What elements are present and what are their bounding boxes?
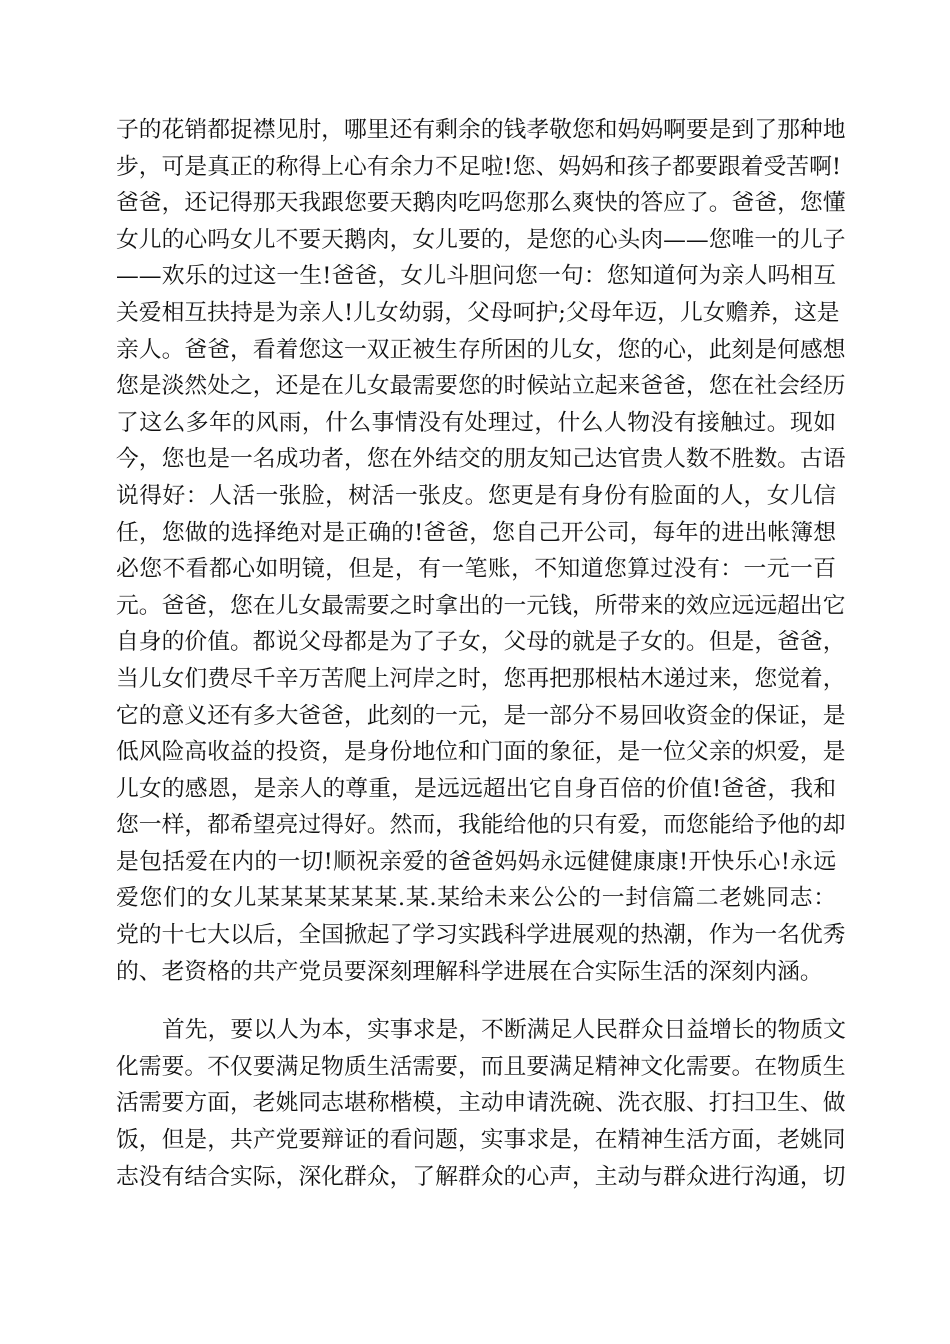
text-line: 当儿女们费尽千辛万苦爬上河岸之时，您再把那根枯木递过来，您觉着， (116, 665, 846, 692)
text-line: 必您不看都心如明镜，但是，有一笔账，不知道您算过没有：一元一百 (116, 556, 836, 583)
text-line: 活需要方面，老姚同志堪称楷模，主动申请洗碗、洗衣服、打扫卫生、做 (116, 1090, 846, 1117)
paragraph-2 (116, 1012, 846, 1195)
text-line: 元。爸爸，您在儿女最需要之时拿出的一元钱，所带来的效应远远超出它 (116, 592, 846, 619)
text-line: 任，您做的选择绝对是正确的!爸爸，您自己开公司，每年的进出帐簿想 (116, 519, 836, 546)
text-line: ——欢乐的过这一生!爸爸，女儿斗胆问您一句：您知道何为亲人吗相互 (116, 263, 836, 290)
text-line: 爱您们的女儿某某某某某某.某.某给未来公公的一封信篇二老姚同志： (116, 885, 836, 912)
paragraph-1 (116, 112, 846, 990)
paragraph-spacer (116, 990, 836, 1012)
text-line: 女儿的心吗女儿不要天鹅肉，女儿要的，是您的心头肉——您唯一的儿子 (116, 226, 846, 253)
text-line: 首先，要以人为本，实事求是，不断满足人民群众日益增长的物质文 (162, 1017, 846, 1044)
text-line: 关爱相互扶持是为亲人!儿女幼弱，父母呵护;父母年迈，儿女赡养，这是 (116, 299, 840, 326)
text-line: 了这么多年的风雨，什么事情没有处理过，什么人物没有接触过。现如 (116, 409, 836, 436)
text-line: 是包括爱在内的一切!顺祝亲爱的爸爸妈妈永远健健康康!开快乐心!永远 (116, 848, 836, 875)
text-line: 自身的价值。都说父母都是为了子女，父母的就是子女的。但是，爸爸， (116, 629, 846, 656)
text-line: 爸爸，还记得那天我跟您要天鹅肉吃吗您那么爽快的答应了。爸爸，您懂 (116, 190, 846, 217)
text-line: 党的十七大以后，全国掀起了学习实践科学进展观的热潮，作为一名优秀 (116, 922, 846, 949)
text-line: 说得好：人活一张脸，树活一张皮。您更是有身份有脸面的人，女儿信 (116, 482, 836, 509)
text-line: 子的花销都捉襟见肘，哪里还有剩余的钱孝敬您和妈妈啊要是到了那种地 (116, 117, 846, 143)
text-line: 亲人。爸爸，看着您这一双正被生存所困的儿女，您的心，此刻是何感想 (116, 336, 846, 363)
text-line: 志没有结合实际，深化群众，了解群众的心声，主动与群众进行沟通，切 (116, 1163, 846, 1190)
text-line: 您是淡然处之，还是在儿女最需要您的时候站立起来爸爸，您在社会经历 (116, 373, 846, 400)
text-line: 您一样，都希望亮过得好。然而，我能给他的只有爱，而您能给予他的却 (116, 812, 846, 839)
text-line: 今，您也是一名成功者，您在外结交的朋友知己达官贵人数不胜数。古语 (116, 446, 846, 473)
text-line: 儿女的感恩，是亲人的尊重，是远远超出它自身百倍的价值!爸爸，我和 (116, 775, 836, 802)
text-line: 饭，但是，共产党要辩证的看问题，实事求是，在精神生活方面，老姚同 (116, 1127, 846, 1154)
text-line: 的、老资格的共产党员要深刻理解科学进展在合实际生活的深刻内涵。 (116, 958, 823, 985)
text-line: 它的意义还有多大爸爸，此刻的一元，是一部分不易回收资金的保证，是 (116, 702, 846, 729)
text-line: 步，可是真正的称得上心有余力不足啦!您、妈妈和孩子都要跟着受苦啊! (116, 153, 842, 180)
text-line: 低风险高收益的投资，是身份地位和门面的象征，是一位父亲的炽爱，是 (116, 739, 846, 766)
text-line: 化需要。不仅要满足物质生活需要，而且要满足精神文化需要。在物质生 (116, 1053, 846, 1080)
document-page (116, 112, 846, 1195)
